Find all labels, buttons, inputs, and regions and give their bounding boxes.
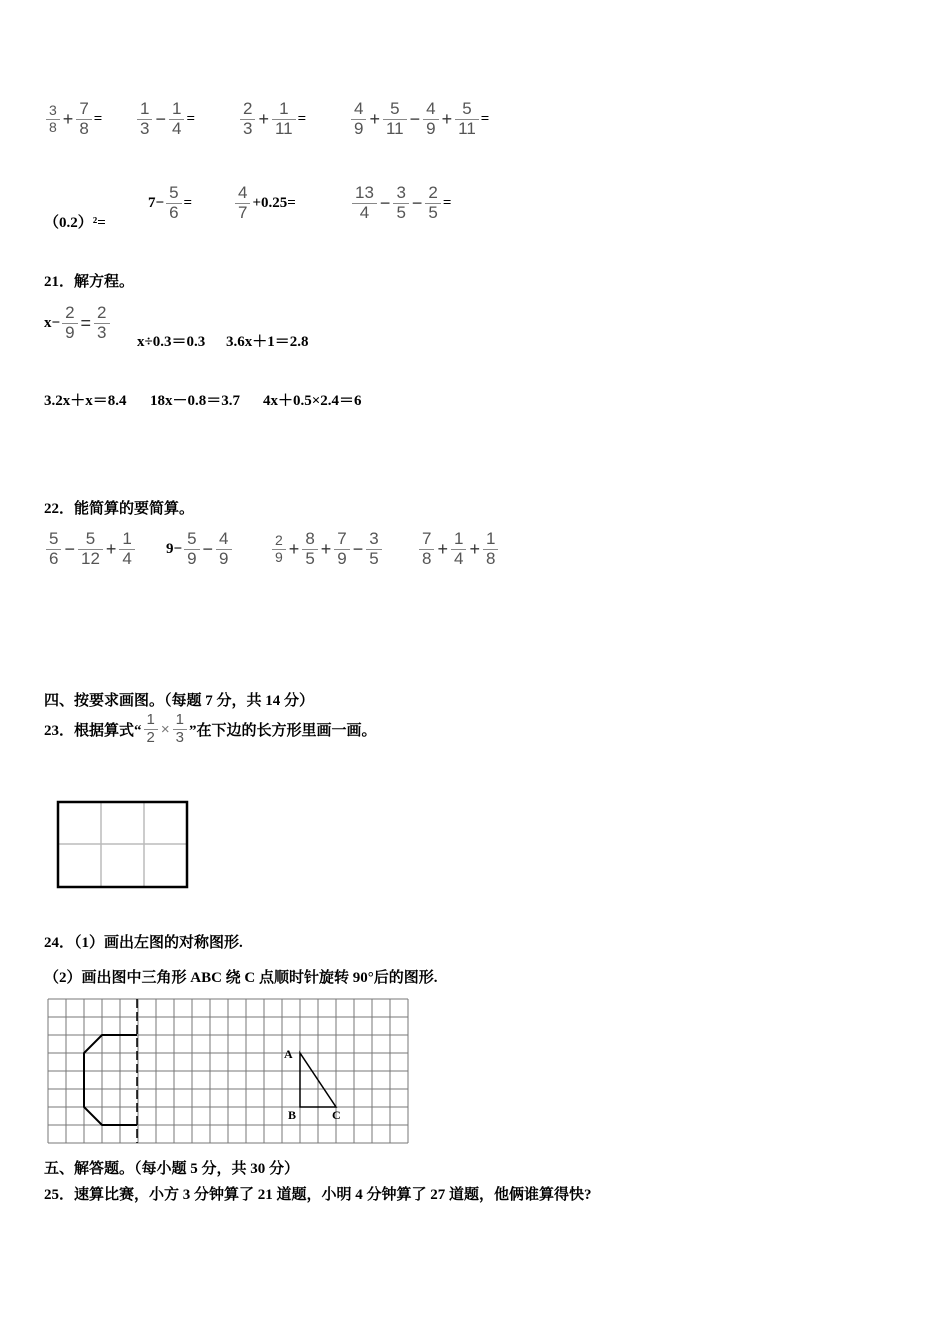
q22-expr1: $\frac{5}{6}$ − $\frac{5}{12}$ + $\frac{1}{4}$ [44,530,137,568]
fraction: $\frac{2}{3}$ [240,100,255,138]
q21-eq1: x− $\frac{2}{9}$ = $\frac{2}{3}$ [44,304,112,342]
fraction: $\frac{8}{5}$ [302,530,317,568]
fraction: $\frac{1}{3}$ [173,712,187,746]
expr-row2-1: （0.2）²= [44,215,106,231]
label-b: B [288,1108,297,1122]
fraction: $\frac{5}{12}$ [78,530,103,568]
fraction: $\frac{4}{7}$ [235,184,250,222]
fraction: $\frac{5}{9}$ [184,530,199,568]
expr-row1-1: $\frac{3}{8}$ + $\frac{7}{8}$ = [44,100,102,138]
fraction: $\frac{2}{3}$ [94,304,109,342]
fraction: $\frac{1}{4}$ [119,530,134,568]
fraction: $\frac{3}{8}$ [46,103,60,135]
q21-title: 21．解方程。 [44,274,135,290]
expr-row2-2: 7− $\frac{5}{6}$ = [148,183,193,222]
q24-grid-figure [46,997,410,1145]
fraction: $\frac{3}{5}$ [393,184,408,222]
q22-title: 22．能简算的要简算。 [44,501,195,517]
q21-eq6: 4x＋0.5×2.4＝6 [263,393,362,409]
q22-expr3: $\frac{2}{9}$ + $\frac{8}{5}$ + $\frac{7}{9}$ − $\frac{3}{5}$ [270,530,384,568]
expr-row2-3: $\frac{4}{7}$ +0.25= [233,184,296,222]
fraction: $\frac{1}{8}$ [483,530,498,568]
q21-eq4: 3.2x＋x＝8.4 [44,393,127,409]
q21-eq2: x÷0.3＝0.3 [137,334,206,350]
fraction: $\frac{4}{9}$ [423,100,438,138]
fraction: $\frac{5}{11}$ [383,100,407,138]
fraction: $\frac{2}{9}$ [272,533,286,565]
fraction: $\frac{7}{8}$ [419,530,434,568]
q21-eq5: 18x－0.8＝3.7 [150,393,241,409]
q21-eq3: 3.6x＋1＝2.8 [226,334,309,350]
fraction: $\frac{5}{11}$ [455,100,479,138]
q24-line1: 24．（1）画出左图的对称图形. [44,935,243,951]
octagon-half-shape [84,1035,137,1125]
fraction: $\frac{1}{11}$ [272,100,296,138]
fraction: $\frac{2}{9}$ [62,304,77,342]
q23-rectangle-grid [56,800,190,890]
grid [48,999,408,1143]
label-a: A [284,1047,293,1061]
fraction: $\frac{7}{8}$ [76,100,91,138]
expr-row1-4: $\frac{4}{9}$ + $\frac{5}{11}$ − $\frac{4}{9}$ + $\frac{5}{11}$ = [349,100,489,138]
label-c: C [332,1108,341,1122]
expr-row1-2: $\frac{1}{3}$ − $\frac{1}{4}$ = [135,100,195,138]
q25-text: 25．速算比赛，小方 3 分钟算了 21 道题，小明 4 分钟算了 27 道题，他俩谁算得快? [44,1187,592,1203]
fraction: $\frac{5}{6}$ [166,184,181,222]
fraction: $\frac{7}{9}$ [334,530,349,568]
fraction: $\frac{3}{5}$ [366,530,381,568]
q23-prompt: 23．根据算式“ $\frac{1}{2}$ × $\frac{1}{3}$ ”在下边的长方形里画一画。 [44,711,377,746]
fraction: $\frac{1}{2}$ [144,712,158,746]
fraction: $\frac{4}{9}$ [216,530,231,568]
expr-row2-4: $\frac{13}{4}$ − $\frac{3}{5}$ − $\frac{2}{5}$ = [350,184,451,222]
fraction: $\frac{1}{3}$ [137,100,152,138]
fraction: $\frac{5}{6}$ [46,530,61,568]
expr-row1-3: $\frac{2}{3}$ + $\frac{1}{11}$ = [238,100,306,138]
q22-expr4: $\frac{7}{8}$ + $\frac{1}{4}$ + $\frac{1}{8}$ [417,530,500,568]
fraction: $\frac{2}{5}$ [425,184,440,222]
fraction: $\frac{4}{9}$ [351,100,366,138]
section-4-heading: 四、按要求画图。（每题 7 分，共 14 分） [44,693,315,709]
fraction: $\frac{13}{4}$ [352,184,377,222]
fraction: $\frac{1}{4}$ [169,100,184,138]
section-5-heading: 五、解答题。（每小题 5 分，共 30 分） [44,1161,300,1177]
q24-line2: （2）画出图中三角形 ABC 绕 C 点顺时针旋转 90°后的图形. [44,970,438,986]
fraction: $\frac{1}{4}$ [451,530,466,568]
q22-expr2: 9− $\frac{5}{9}$ − $\frac{4}{9}$ [166,530,234,568]
